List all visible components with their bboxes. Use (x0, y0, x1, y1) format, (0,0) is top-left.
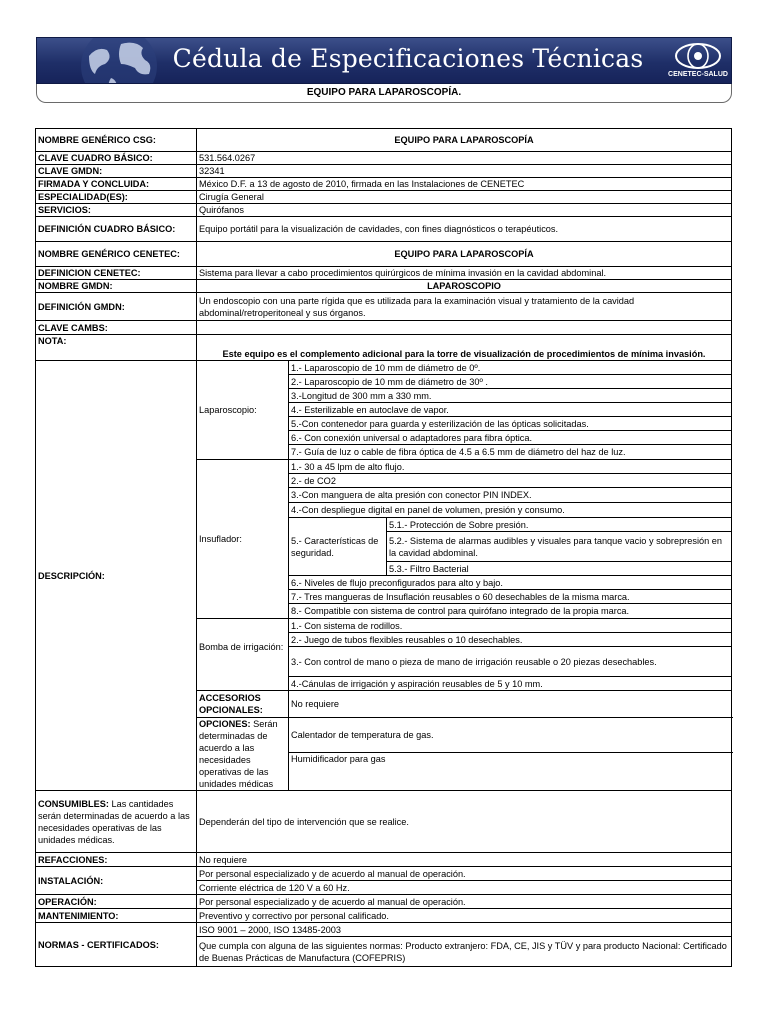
consumibles-label-bold: CONSUMIBLES: (38, 798, 109, 809)
row-label: CLAVE CUADRO BÁSICO: (36, 152, 197, 165)
table-row (36, 280, 732, 293)
row-value: Por personal especializado y de acuerdo al manual de operación. (197, 867, 732, 881)
laparoscopio-label: Laparoscopio: (197, 361, 289, 460)
list-item: 7.- Guía de luz o cable de fibra óptica de 4.5 a 6.5 mm de diámetro del haz de luz. (289, 445, 732, 460)
row-value: Equipo portátil para la visualización de cavidades, con fines diagnósticos o terapéuticos. (197, 217, 732, 242)
row-label: REFACCIONES: (36, 853, 197, 867)
table-row (36, 909, 732, 923)
row-label: INSTALACIÓN: (36, 867, 197, 895)
table-row (36, 152, 732, 165)
insuflador-label: Insuflador: (197, 460, 289, 619)
seguridad-label: 5.- Características de seguridad. (289, 518, 387, 576)
row-label: ACCESORIOS OPCIONALES: (197, 691, 289, 718)
row-label: OPERACIÓN: (36, 895, 197, 909)
row-label: NOTA: (36, 335, 197, 361)
list-item: 6.- Con conexión universal o adaptadores para fibra óptica. (289, 431, 732, 445)
table-row (36, 129, 732, 152)
globe-icon (59, 37, 179, 84)
page-title: Cédula de Especificaciones Técnicas (172, 44, 644, 73)
list-item: 4.- Esterilizable en autoclave de vapor. (289, 403, 732, 417)
logo-text: CENETEC-SALUD (668, 71, 728, 78)
row-value: Cirugía General (197, 191, 732, 204)
header-banner (36, 37, 732, 84)
table-row (36, 923, 732, 937)
row-value: 32341 (197, 165, 732, 178)
table-row (36, 335, 732, 361)
list-item: 4.-Con despliegue digital en panel de volumen, presión y consumo. (289, 503, 732, 518)
row-value: Quirófanos (197, 204, 732, 217)
table-row (36, 895, 732, 909)
list-item: 3.- Con control de mano o pieza de mano de irrigación reusable o 20 piezas desechables. (289, 647, 732, 677)
row-value (197, 321, 732, 335)
opciones-label (197, 718, 289, 791)
row-value: LAPAROSCOPIO (197, 280, 732, 293)
table-row (36, 361, 732, 375)
row-value: Por personal especializado y de acuerdo al manual de operación. (197, 895, 732, 909)
consumibles-label-rest: Las cantidades serán determinadas de acuerdo a las necesidades operativas de las unidades médicas. (38, 798, 190, 845)
row-label: NOMBRE GENÉRICO CSG: (36, 129, 197, 152)
table-row (36, 191, 732, 204)
row-label: ESPECIALIDAD(ES): (36, 191, 197, 204)
row-label: DEFINICIÓN GMDN: (36, 293, 197, 321)
row-label: DEFINICIÓN CUADRO BÁSICO: (36, 217, 197, 242)
descripcion-label: DESCRIPCIÓN: (36, 361, 197, 791)
list-item: 6.- Niveles de flujo preconfigurados para alto y bajo. (289, 576, 732, 590)
row-value: México D.F. a 13 de agosto de 2010, firmada en las Instalaciones de CENETEC (197, 178, 732, 191)
row-value: 531.564.0267 (197, 152, 732, 165)
list-item: 3.-Con manguera de alta presión con conector PIN INDEX. (289, 488, 732, 503)
table-row (36, 267, 732, 280)
list-item: 1.- 30 a 45 lpm de alto flujo. (289, 460, 732, 474)
row-label: SERVICIOS: (36, 204, 197, 217)
specification-table (35, 128, 732, 967)
row-value: Sistema para llevar a cabo procedimientos quirúrgicos de mínima invasión en la cavidad abdominal. (197, 267, 732, 280)
table-row (36, 204, 732, 217)
row-label: NOMBRE GMDN: (36, 280, 197, 293)
list-item: 5.2.- Sistema de alarmas audibles y visuales para tanque vacio y sobrepresión en la cavidad abdominal. (387, 532, 732, 562)
row-label: NOMBRE GENÉRICO CENETEC: (36, 242, 197, 267)
row-value: Humidificador para gas (289, 752, 732, 790)
list-item: 3.-Longitud de 300 mm a 330 mm. (289, 389, 732, 403)
row-value: Este equipo es el complemento adicional para la torre de visualización de procedimientos de mínima invasión. (197, 335, 732, 361)
list-item: 2.- Laparoscopio de 10 mm de diámetro de 30º . (289, 375, 732, 389)
table-row (36, 853, 732, 867)
row-label: NORMAS - CERTIFICADOS: (36, 923, 197, 967)
table-row (36, 321, 732, 335)
list-item: 1.- Laparoscopio de 10 mm de diámetro de 0º. (289, 361, 732, 375)
list-item: 2.- de CO2 (289, 474, 732, 488)
row-value: EQUIPO PARA LAPAROSCOPÍA (197, 242, 732, 267)
list-item: 5.1.- Protección de Sobre presión. (387, 518, 732, 532)
list-item: 2.- Juego de tubos flexibles reusables o 10 desechables. (289, 633, 732, 647)
opciones-label-rest: Serán determinadas de acuerdo a las necesidades operativas de las unidades médicas (199, 719, 278, 789)
table-row (36, 178, 732, 191)
row-value: Dependerán del tipo de intervención que se realice. (197, 791, 732, 853)
row-value: EQUIPO PARA LAPAROSCOPÍA (197, 129, 732, 152)
table-row (36, 791, 732, 853)
row-value: Preventivo y correctivo por personal calificado. (197, 909, 732, 923)
list-item: 8.- Compatible con sistema de control para quirófano integrado de la propia marca. (289, 604, 732, 619)
row-value: ISO 9001 – 2000, ISO 13485-2003 (197, 923, 732, 937)
table-row (36, 293, 732, 321)
row-value: Corriente eléctrica de 120 V a 60 Hz. (197, 881, 732, 895)
bomba-label: Bomba de irrigación: (197, 619, 289, 691)
row-label: CLAVE GMDN: (36, 165, 197, 178)
list-item: 7.- Tres mangueras de Insuflación reusables o 60 desechables de la misma marca. (289, 590, 732, 604)
row-value: Que cumpla con alguna de las siguientes normas: Producto extranjero: FDA, CE, JIS y TÜV y para producto Nacional: Certificado de Buenas Prácticas de Manufactura (COFEPRIS) (197, 937, 732, 967)
list-item: 4.-Cánulas de irrigación y aspiración reusables de 5 y 10 mm. (289, 677, 732, 691)
table-row (36, 867, 732, 881)
list-item: 1.- Con sistema de rodillos. (289, 619, 732, 633)
document-subtitle: EQUIPO PARA LAPAROSCOPÍA. (36, 84, 732, 103)
row-value: No requiere (289, 691, 732, 718)
list-item: 5.3.- Filtro Bacterial (387, 562, 732, 576)
row-label: MANTENIMIENTO: (36, 909, 197, 923)
table-row (36, 165, 732, 178)
table-row (36, 242, 732, 267)
table-row (36, 217, 732, 242)
row-value: No requiere (197, 853, 732, 867)
row-value: Un endoscopio con una parte rígida que es utilizada para la examinación visual y tratamiento de la cavidad abdominal/retroperitoneal y sus órganos. (197, 293, 732, 321)
list-item: 5.-Con contenedor para guarda y esterilización de las ópticas solicitadas. (289, 417, 732, 431)
row-value: Calentador de temperatura de gas. (289, 718, 732, 753)
consumibles-label (36, 791, 197, 853)
opciones-label-bold: OPCIONES: (199, 719, 251, 729)
row-label: CLAVE CAMBS: (36, 321, 197, 335)
row-label: FIRMADA Y CONCLUIDA: (36, 178, 197, 191)
row-label: DEFINICION CENETEC: (36, 267, 197, 280)
